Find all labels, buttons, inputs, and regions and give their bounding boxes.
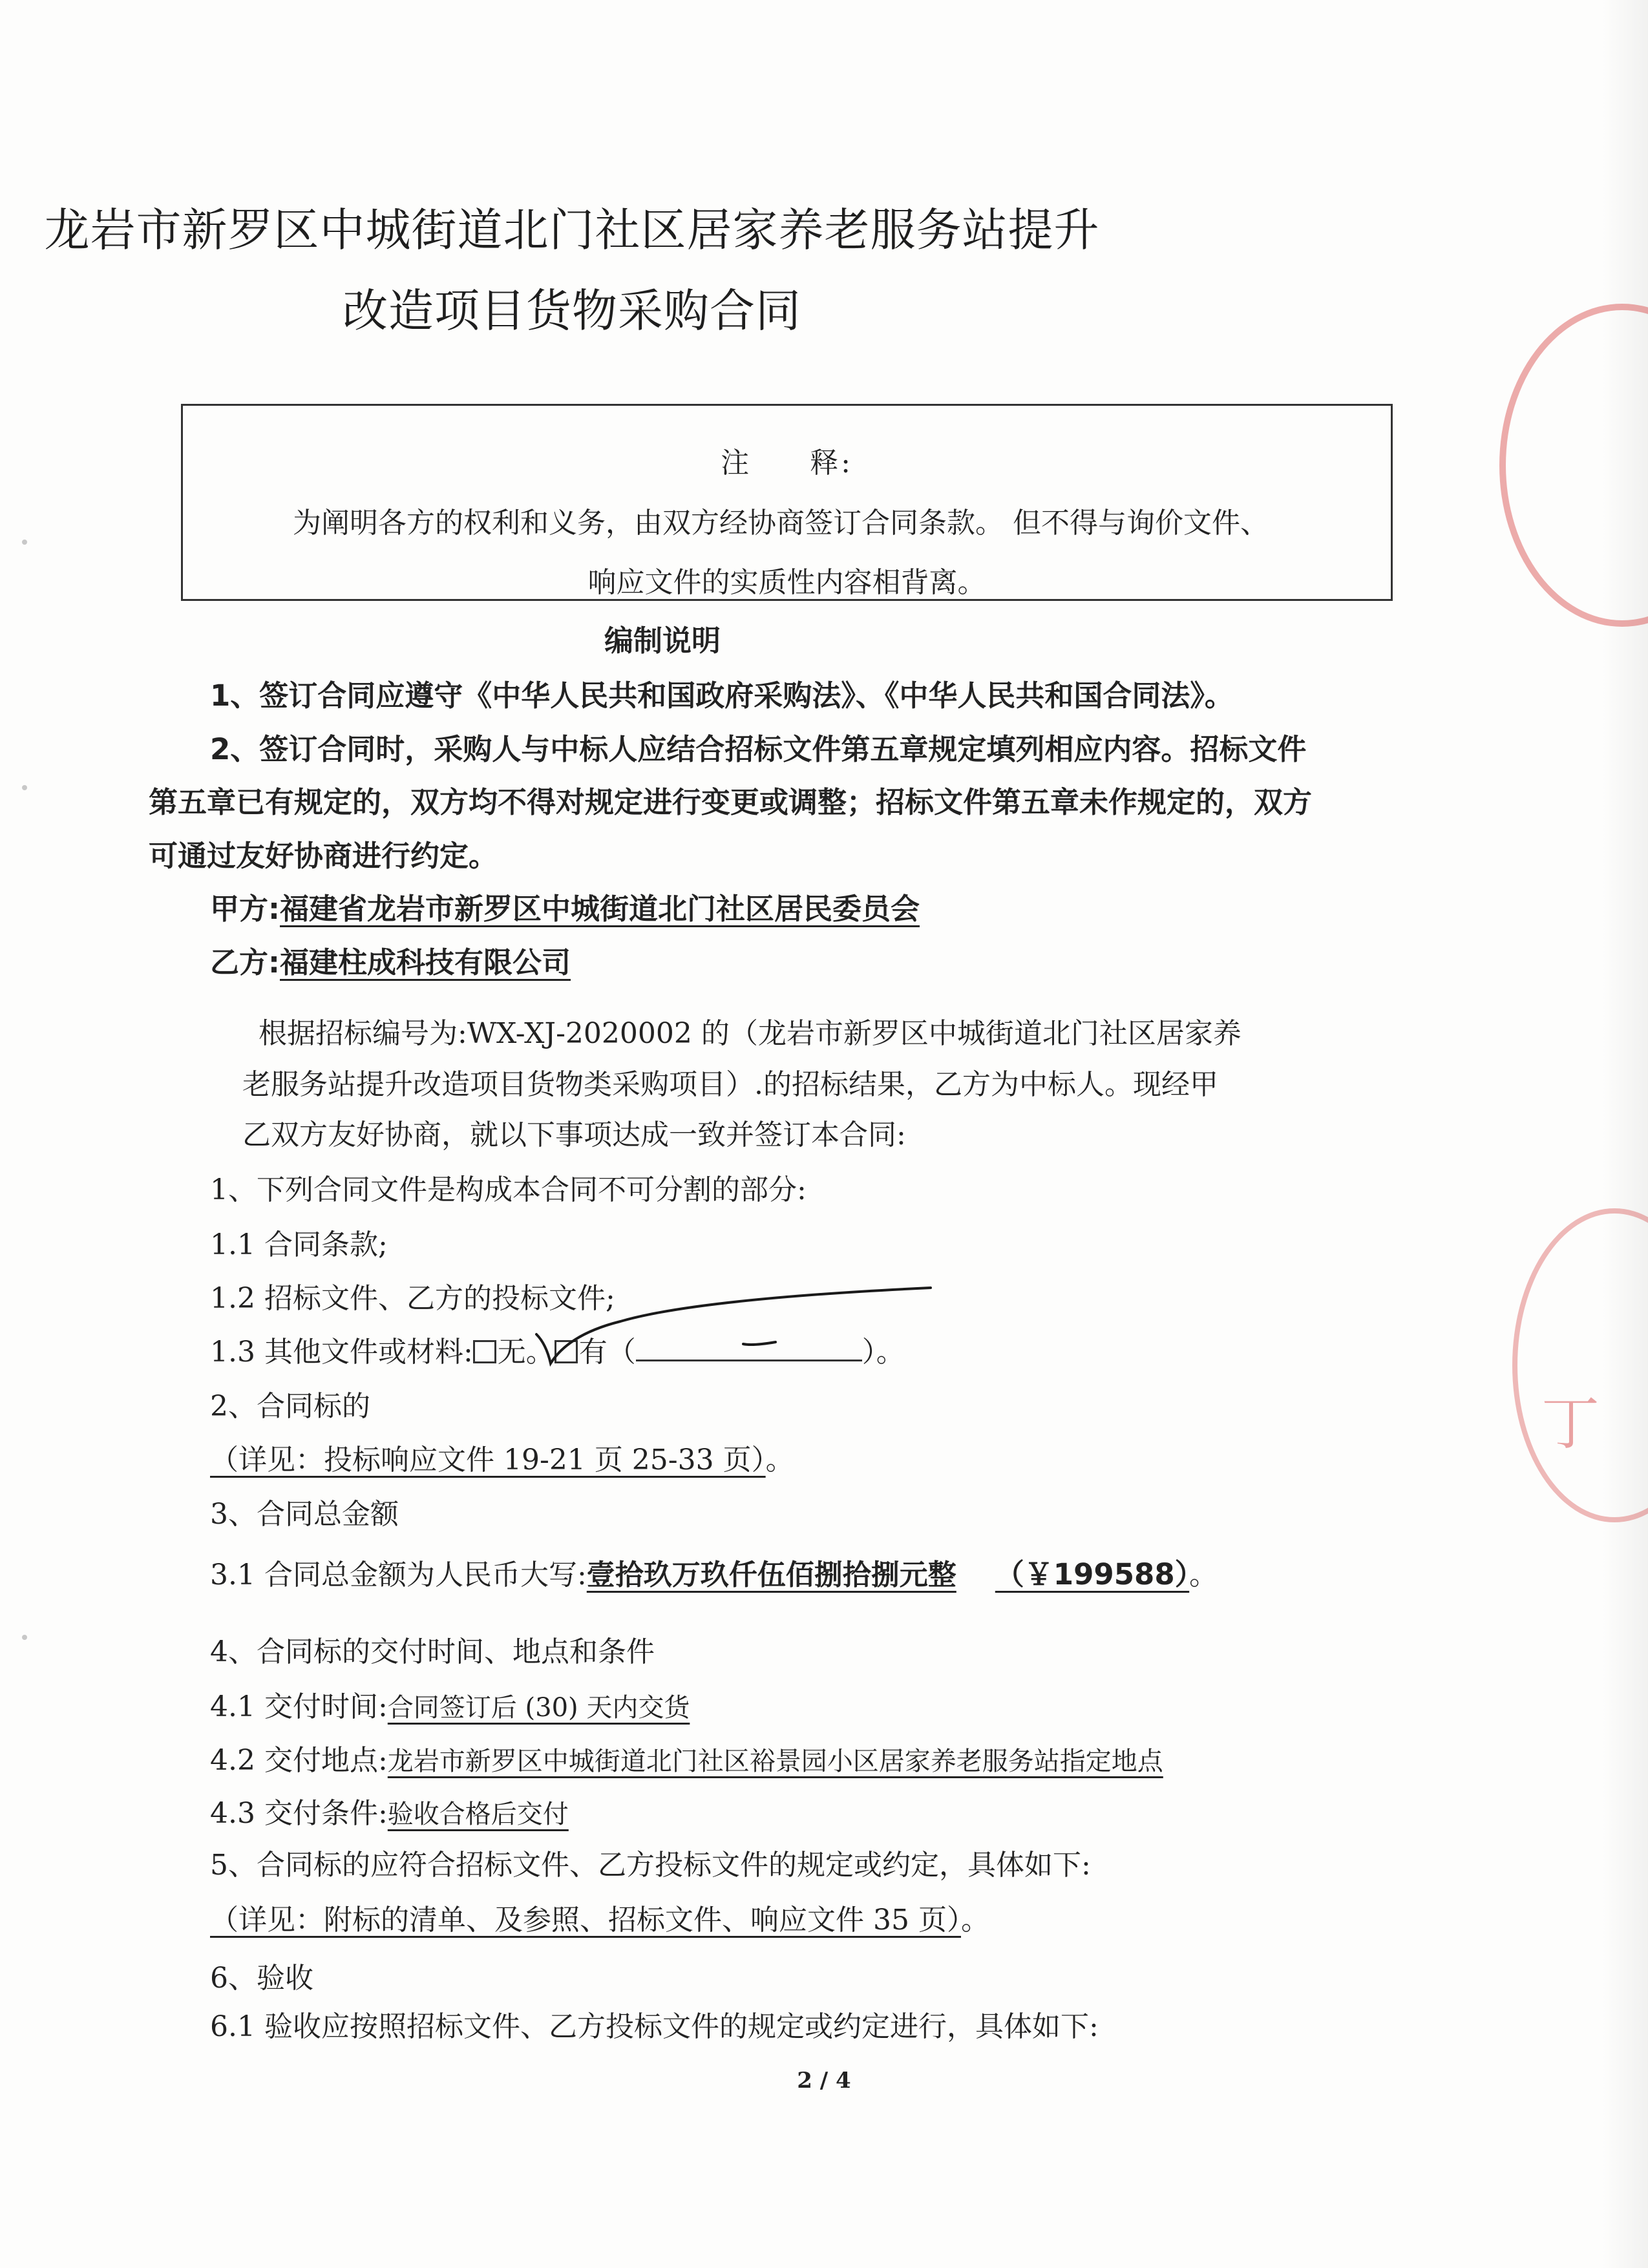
clause-4: 4、合同标的交付时间、地点和条件 bbox=[210, 1635, 655, 1668]
party-b bbox=[210, 939, 571, 981]
document-title-line-2: 改造项目货物采购合同 bbox=[343, 284, 801, 337]
note-text-line-1: 为阐明各方的权利和义务，由双方经协商签订合同条款。 但不得与询价文件、 bbox=[293, 507, 1269, 540]
note-box bbox=[181, 404, 1393, 601]
clause-1: 1、下列合同文件是构成本合同不可分割的部分: bbox=[210, 1173, 807, 1206]
clause-3-1: 3.1 合同总金额为人民币大写:壹拾玖万玖仟伍佰捌拾捌元整 （￥199588）。 bbox=[210, 1557, 1218, 1591]
amount-in-figures: （￥199588） bbox=[995, 1557, 1190, 1591]
document-title-line-1: 龙岩市新罗区中城街道北门社区居家养老服务站提升 bbox=[44, 204, 1100, 257]
clause-4-1: 4.1 交付时间:合同签订后 (30) 天内交货 bbox=[210, 1690, 690, 1723]
note-heading: 注 释: bbox=[721, 446, 853, 479]
instructions-heading: 编制说明 bbox=[604, 624, 721, 658]
clause-1-2: 1.2 招标文件、乙方的投标文件; bbox=[210, 1282, 615, 1315]
instruction-item-2-line-1: 2、签订合同时，采购人与中标人应结合招标文件第五章规定填列相应内容。招标文件 bbox=[210, 732, 1307, 766]
red-seal-stamp-mark: 丁 bbox=[1541, 1390, 1600, 1458]
clause-4-2: 4.2 交付地点:龙岩市新罗区中城街道北门社区裕景园小区居家养老服务站指定地点 bbox=[210, 1744, 1163, 1777]
preamble-line-3: 乙双方友好协商，就以下事项达成一致并签订本合同: bbox=[242, 1118, 906, 1151]
preamble-line-1: 根据招标编号为:WX-XJ-2020002 的（龙岩市新罗区中城街道北门社区居家养 bbox=[259, 1017, 1241, 1050]
instruction-item-1: 1、签订合同应遵守《中华人民共和国政府采购法》、《中华人民共和国合同法》。 bbox=[210, 678, 1234, 713]
party-a bbox=[210, 885, 920, 927]
party-b-label: 乙方: bbox=[210, 945, 280, 980]
binding-hole-mark bbox=[22, 540, 27, 545]
delivery-time-value: 合同签订后 (30) 天内交货 bbox=[387, 1693, 690, 1723]
clause-5-detail: （详见：附标的清单、及参照、招标文件、响应文件 35 页）。 bbox=[210, 1904, 989, 1937]
delivery-place-value: 龙岩市新罗区中城街道北门社区裕景园小区居家养老服务站指定地点 bbox=[387, 1747, 1163, 1776]
binding-hole-mark bbox=[22, 1635, 27, 1640]
clause-5: 5、合同标的应符合招标文件、乙方投标文件的规定或约定，具体如下: bbox=[210, 1849, 1091, 1882]
red-seal-stamp-top bbox=[1499, 304, 1648, 627]
clause-2: 2、合同标的 bbox=[210, 1390, 370, 1423]
note-text-line-2: 响应文件的实质性内容相背离。 bbox=[587, 566, 986, 599]
clause-6: 6、验收 bbox=[210, 1962, 313, 1995]
red-seal-stamp-middle bbox=[1512, 1208, 1648, 1522]
delivery-condition-value: 验收合格后交付 bbox=[387, 1800, 569, 1829]
party-b-name: 福建柱成科技有限公司 bbox=[280, 945, 571, 980]
clause-2-detail: （详见：投标响应文件 19-21 页 25-33 页）。 bbox=[210, 1444, 794, 1476]
preamble-line-2: 老服务站提升改造项目货物类采购项目）.的招标结果，乙方为中标人。现经甲 bbox=[242, 1068, 1218, 1101]
instruction-item-2-line-3: 可通过友好协商进行约定。 bbox=[149, 839, 498, 873]
binding-hole-mark bbox=[22, 785, 27, 790]
clause-4-3: 4.3 交付条件:验收合格后交付 bbox=[210, 1797, 569, 1830]
party-a-label: 甲方: bbox=[210, 892, 280, 926]
party-a-name: 福建省龙岩市新罗区中城街道北门社区居民委员会 bbox=[280, 892, 920, 926]
clause-3: 3、合同总金额 bbox=[210, 1498, 399, 1531]
checkbox-none-checked bbox=[473, 1340, 496, 1363]
page-number: 2 / 4 bbox=[797, 2068, 851, 2094]
clause-1-3: 1.3 其他文件或材料: 无。 有（ ）。 bbox=[210, 1336, 905, 1369]
handwritten-checkmark bbox=[530, 1283, 944, 1373]
amount-in-words: 壹拾玖万玖仟伍佰捌拾捌元整 bbox=[586, 1559, 956, 1591]
clause-6-1: 6.1 验收应按照招标文件、乙方投标文件的规定或约定进行，具体如下: bbox=[210, 2010, 1099, 2043]
clause-1-1: 1.1 合同条款; bbox=[210, 1228, 388, 1261]
instruction-item-2-line-2: 第五章已有规定的，双方均不得对规定进行变更或调整；招标文件第五章未作规定的，双方 bbox=[149, 785, 1313, 819]
